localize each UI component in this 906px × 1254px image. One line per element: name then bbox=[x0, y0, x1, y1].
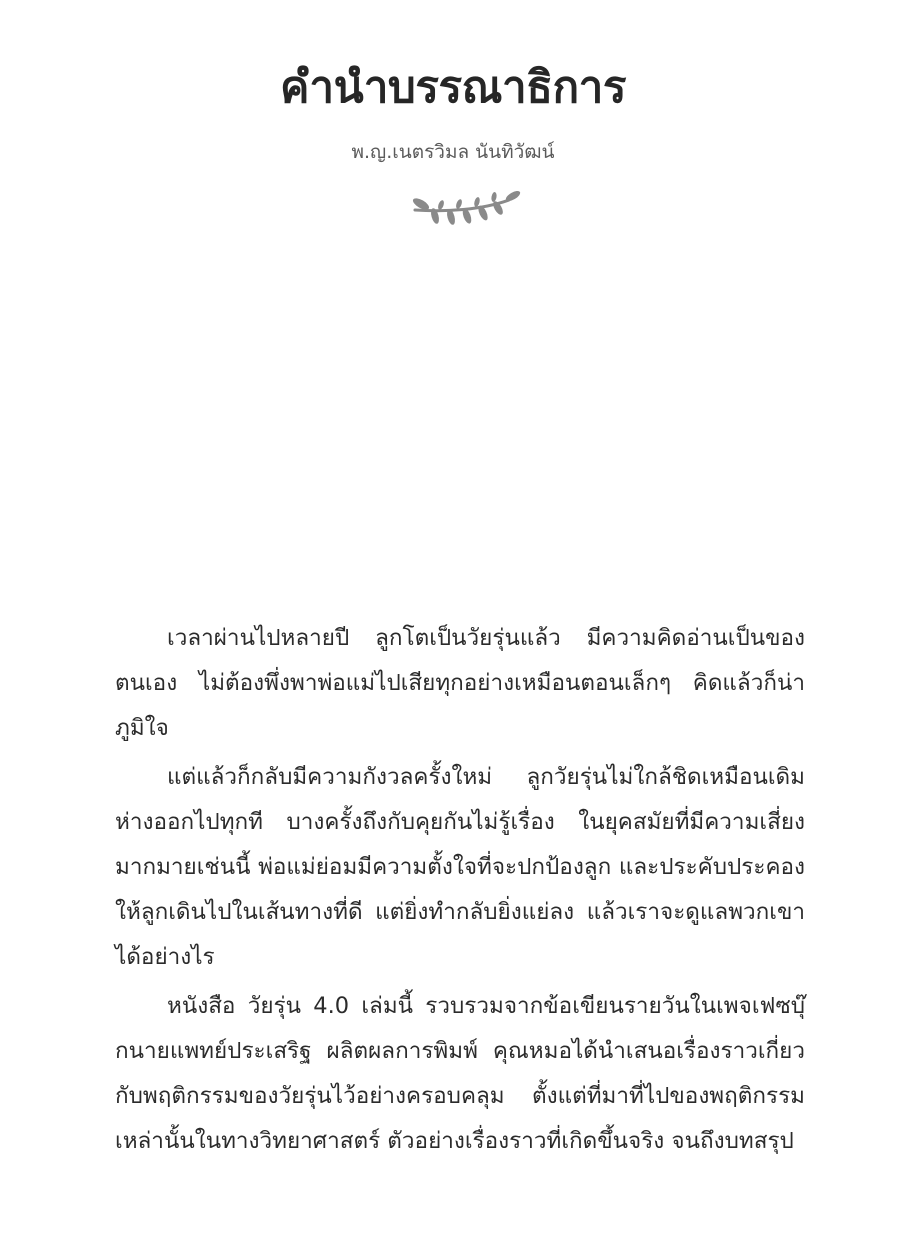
paragraph: แต่แล้วก็กลับมีความกังวลครั้งใหม่ ลูกวัยรุ่นไม่ใกล้ชิดเหมือนเดิม ห่างออกไปทุกที บางครั้งถึงกับคุยกันไม่รู้เรื่อง ในยุคสมัยที่มีความเสี่ยงมากมายเช่นนี้ พ่อแม่ย่อมมีความตั้งใจที่จะปกป้องลูก และประคับประคองให้ลูกเดินไปในเส้นทางที่ดี แต่ยิ่งทำกลับยิ่งแย่ลง แล้วเราจะดูแลพวกเขาได้อย่างไร bbox=[115, 764, 805, 970]
paragraph: หนังสือ วัยรุ่น 4.0 เล่มนี้ รวบรวมจากข้อเขียนรายวันในเพจเฟซบุ๊กนายแพทย์ประเสริฐ ผลิตผลการพิมพ์ คุณหมอได้นำเสนอเรื่องราวเกี่ยวกับพฤติกรรมของวัยรุ่นไว้อย่างครอบคลุม ตั้งแต่ที่มาที่ไปของพฤติกรรมเหล่านั้นในทางวิทยาศาสตร์ ตัวอย่างเรื่องราวที่เกิดขึ้นจริง จนถึงบทสรุป bbox=[115, 993, 805, 1154]
paragraph: เวลาผ่านไปหลายปี ลูกโตเป็นวัยรุ่นแล้ว มีความคิดอ่านเป็นของตนเอง ไม่ต้องพึ่งพาพ่อแม่ไปเสียทุกอย่างเหมือนตอนเล็กๆ คิดแล้วก็น่าภูมิใจ bbox=[115, 625, 805, 741]
author-name: พ.ญ.เนตรวิมล นันทิวัฒน์ bbox=[351, 141, 555, 163]
laurel-branch-icon bbox=[401, 186, 527, 230]
editorial-body bbox=[115, 616, 805, 1168]
page-title: คำนำบรรณาธิการ bbox=[280, 62, 626, 113]
